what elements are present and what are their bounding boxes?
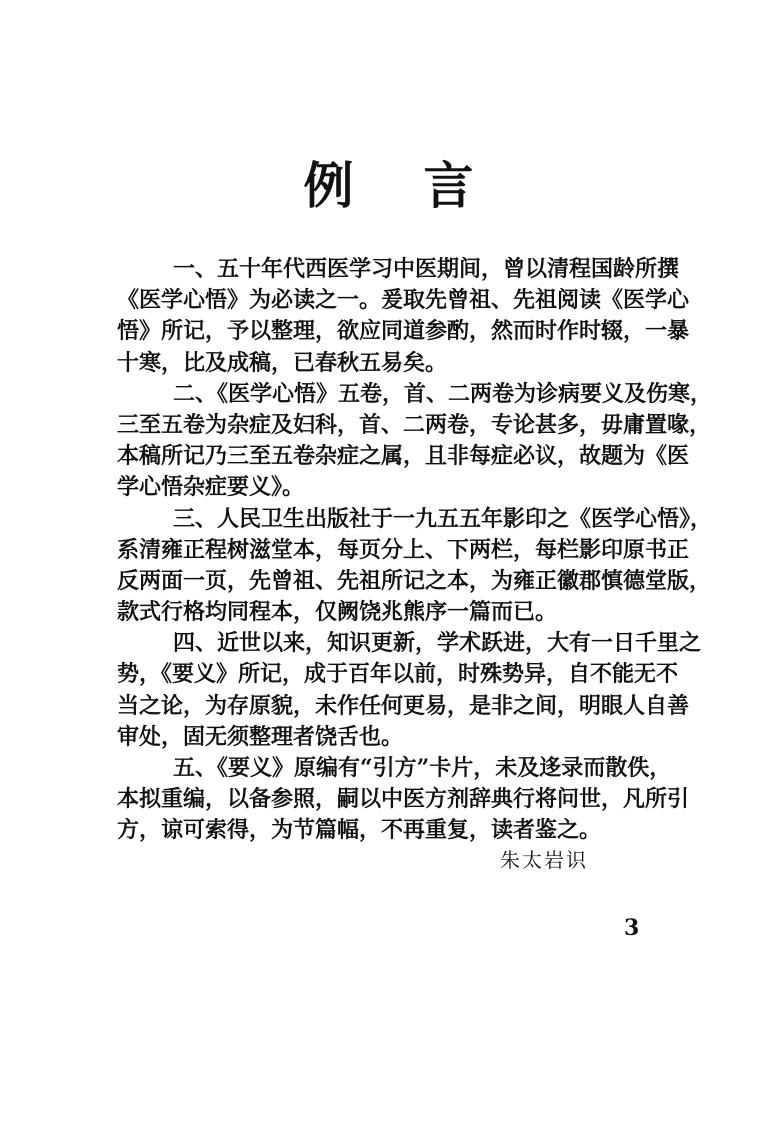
text-line: 二、《医学心悟》五卷，首、二两卷为诊病要义及伤寒，	[173, 380, 713, 407]
author-signature: 朱太岩识	[500, 848, 588, 872]
text-line: 当之论，为存原貌，未作任何更易，是非之间，明眼人自善	[117, 692, 690, 719]
page-number: 3	[624, 915, 640, 941]
text-line: 一、五十年代西医学习中医期间，曾以清程国龄所撰	[173, 256, 680, 282]
text-line: 悟》所记，予以整理，欲应同道参酌，然而时作时辍，一暴	[117, 318, 690, 345]
text-line: 势，《要义》所记，成于百年以前，时殊势异，自不能无不	[117, 661, 679, 688]
text-line: 系清雍正程树滋堂本，每页分上、下两栏，每栏影印原书正	[117, 536, 690, 563]
text-line: 《医学心悟》为必读之一。爰取先曾祖、先祖阅读《医学心	[117, 287, 690, 314]
text-line: 五、《要义》原编有“引方”卡片，未及迻录而散佚，	[173, 755, 672, 781]
page-title: 例言	[303, 156, 544, 215]
text-line: 反两面一页，先曾祖、先祖所记之本，为雍正徽郡慎德堂版，	[117, 567, 712, 594]
text-line: 本拟重编，以备参照，嗣以中医方剂辞典行将问世，凡所引	[117, 786, 690, 813]
text-line: 三至五卷为杂症及妇科，首、二两卷，专论甚多，毋庸置喙，	[117, 411, 712, 438]
text-line: 审处，固无须整理者饶舌也。	[117, 723, 404, 750]
text-line: 学心悟杂症要义》。	[117, 474, 305, 501]
text-line: 款式行格均同程本，仅阙饶兆熊序一篇而已。	[117, 599, 558, 626]
text-line: 十寒，比及成稿，已春秋五易矣。	[117, 349, 448, 376]
preface-body	[117, 254, 713, 847]
text-line: 本稿所记乃三至五卷杂症之属，且非每症必议，故题为《医	[117, 443, 690, 470]
text-line: 方，谅可索得，为节篇幅，不再重复，读者鉴之。	[117, 817, 602, 844]
text-line: 三、人民卫生出版社于一九五五年影印之《医学心悟》，	[173, 505, 713, 532]
text-line: 四、近世以来，知识更新，学术跃进，大有一日千里之	[173, 630, 702, 657]
